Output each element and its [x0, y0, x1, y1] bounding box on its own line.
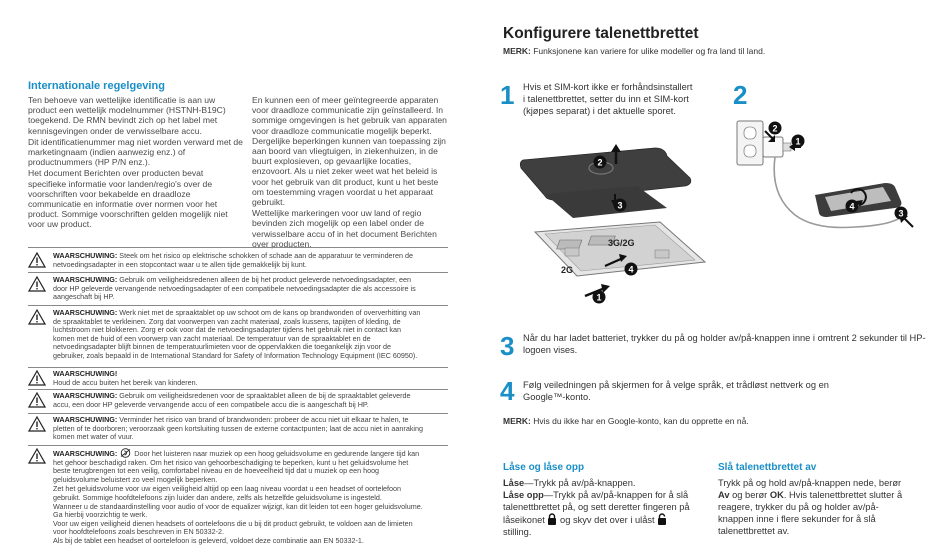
note-text: Funksjonene kan variere for ulike modeller og fra land til land. [530, 46, 766, 56]
page-title: Konfigurere talenettbrettet [503, 25, 699, 42]
note-text: Hvis du ikke har en Google-konto, kan du opprette en nå. [530, 416, 749, 426]
warning-label: WAARSCHUWING: [53, 251, 118, 260]
callout-number: 2 [597, 157, 603, 168]
lock-line [503, 477, 698, 489]
step-number-1: 1 [500, 80, 515, 110]
hearing-warning-icon [119, 448, 132, 458]
power-off-text: . Hvis talenettbrettet slutter å reagere, trykker du på og holder av/på-knappen inne i flere sekunder for å slå talenettbrettet av. [718, 490, 903, 536]
divider [28, 272, 448, 273]
warning-triangle-icon [28, 448, 46, 464]
warning-label: WAARSCHUWING: [53, 308, 118, 317]
warning-text: Steek om het risico op elektrische schokken of schade aan de apparatuur te verminderen de netvoedingsadapter in een stopcontact waar u te allen tijde gemakkelijk bij kunt. [53, 251, 413, 269]
regulatory-column-2 [252, 95, 452, 250]
unlocked-icon [657, 513, 667, 525]
note-features [503, 46, 765, 56]
warning-triangle-icon [28, 252, 46, 268]
lock-label: Låse [503, 478, 525, 488]
callout-number: 4 [849, 201, 855, 212]
paragraph: Als bij de tablet een headset of oortelefoon is geleverd, voldoet deze combinatie aan EN 50332-1. [53, 535, 364, 545]
power-off-instructions [718, 477, 903, 537]
section-title-regulatory: Internationale regelgeving [28, 80, 165, 92]
divider [28, 445, 448, 446]
warning-fire [28, 416, 423, 442]
divider [28, 305, 448, 306]
av-option: Av [718, 490, 730, 500]
hearing-details [53, 485, 423, 545]
callout-number: 1 [596, 292, 602, 303]
warning-triangle-icon [28, 309, 46, 325]
step-1-text: Hvis et SIM-kort ikke er forhåndsinstallert i talenettbrettet, setter du inn et SIM-kort (kjøpes separat) i det aktuelle sporet. [523, 82, 693, 116]
warning-adapter [28, 276, 423, 302]
warning-triangle-icon [28, 416, 46, 432]
divider [28, 367, 448, 368]
paragraph: Zet het geluidsvolume voor uw eigen veiligheid altijd op een laag niveau voordat u een headset of oortelefoon gebruikt. Sommige hoofdtelefoons zijn luider dan andere, zelfs als hetzelfde geluidsvolume is ingesteld. [53, 484, 402, 502]
step-number-3: 3 [500, 331, 515, 361]
paragraph: Wanneer u de standaardinstelling voor audio of voor de equalizer wijzigt, kan dit leiden tot een hoger geluidsvolume. Ga hierbij voorzichtig te werk. [53, 501, 423, 520]
warning-electric-shock [28, 252, 423, 269]
warning-children [28, 370, 423, 387]
paragraph: Het document Berichten over producten bevat specifieke informatie voor landen/regio's over de voorschriften voor bekabelde en draadloze communicatie en informatie over normen voor het product. Sommige voorschriften gelden mogelijk niet voor uw product. [28, 168, 228, 230]
charging-illustration [735, 115, 935, 235]
section-title-lock: Låse og låse opp [503, 462, 585, 473]
warning-triangle-icon [28, 276, 46, 292]
label-3g-2g: 3G/2G [608, 238, 635, 248]
note-label: MERK: [503, 46, 531, 56]
unlock-text: og skyv det over i ulåst [557, 515, 655, 525]
warning-label: WAARSCHUWING: [53, 275, 118, 284]
warning-text: Gebruik om veiligheidsredenen voor de spraaktablet alleen de bij de spraaktablet geleverde accu, een door HP geleverde vervangende accu of een compatibele accu die is aangeschaft bij HP. [53, 391, 411, 409]
step-number-4: 4 [500, 376, 515, 406]
warning-text: Houd de accu buiten het bereik van kinderen. [53, 377, 198, 387]
paragraph: En kunnen een of meer geïntegreerde apparaten voor draadloze communicatie zijn geïnstalleerd. In sommige omgevingen is het gebruik van apparaten voor draadloze communicatie mogelijk beperkt. Dergelijke beperkingen kunnen van toepassing zijn aan boord van vliegtuigen, in ziekenhuizen, in de buurt explosieven, op gevaarlijke locaties, enzovoort. Als u niet zeker weet wat het beleid is voor het gebruik van dit product, kunt u het beste om toestemming vragen voordat u het apparaat gebruikt. [252, 95, 447, 208]
note-google-account [503, 416, 749, 426]
warning-text: Door het luisteren naar muziek op een hoog geluidsvolume en gedurende langere tijd kan het gehoor beschadigd raken. Om het risico van gehoorbeschadiging te beperken, kunt u het geluidsvolume het beste terugbrengen tot een veilig, comfortabel niveau en de hoeveelheid tijd dat u muziek op een hoog geluidsvolume beluistert zo veel mogelijk beperken. [53, 449, 420, 484]
paragraph: Dit identificatienummer mag niet worden verward met de marketingnaam (indien aanwezig enz.) of productnummers (HP P/N enz.). [28, 136, 243, 168]
callout-number: 1 [795, 136, 801, 147]
warning-heat [28, 309, 423, 361]
callout-number: 2 [772, 123, 778, 134]
ok-option: OK [769, 490, 784, 500]
warning-label: WAARSCHUWING: [53, 391, 118, 400]
warning-label: WAARSCHUWING: [53, 449, 118, 458]
paragraph: Wettelijke markeringen voor uw land of regio bevinden zich mogelijk op een label onder de verwisselbare accu of in het document Berichten over producten. [252, 208, 437, 249]
unlock-line [503, 489, 698, 538]
warning-label: WAARSCHUWING! [53, 369, 118, 378]
paragraph: Voor uw eigen veiligheid dienen headsets of oortelefoons die u bij dit product gebruikt, te voldoen aan de limieten voor hoofdtelefoons zoals beschreven in EN 50332-2. [53, 518, 413, 537]
divider [28, 389, 448, 390]
step-3-text: Når du har ladet batteriet, trykker du på og holder av/på-knappen inne i omtrent 2 sekunder til HP-logoen vises. [523, 333, 926, 355]
callout-number: 3 [898, 208, 904, 219]
regulatory-column-1 [28, 95, 243, 231]
step-number-2: 2 [733, 80, 748, 110]
divider [28, 247, 448, 248]
warning-battery [28, 392, 423, 409]
label-2g: 2G [561, 265, 574, 275]
power-off-text: Trykk på og hold av/på-knappen nede, berør [718, 478, 902, 488]
section-title-power-off: Slå talenettbrettet av [718, 462, 817, 473]
lock-icon [547, 513, 557, 525]
paragraph: Ten behoeve van wettelijke identificatie is aan uw product een wettelijk modelnummer (HSTNH-B19C) toegekend. De RMN bevindt zich op het label met kennisgevingen onder de verwisselbare accu. [28, 95, 226, 136]
callout-number: 4 [628, 264, 634, 275]
callout-number: 3 [617, 200, 623, 211]
step-4-text: Følg veiledningen på skjermen for å velge språk, et trådløst nettverk og en Google™-konto. [523, 380, 829, 402]
warning-hearing [28, 448, 423, 546]
warning-triangle-icon [28, 370, 46, 386]
unlock-text: —Trykk på av/på-knappen for å slå talenettbrettet på, og sett deretter fingeren på låseikonet [503, 490, 690, 525]
note-label: MERK: [503, 416, 531, 426]
lock-instructions [503, 477, 698, 538]
unlock-label: Låse opp [503, 490, 544, 500]
power-off-text: og berør [729, 490, 770, 500]
warning-text: Verminder het risico van brand of brandwonden: probeer de accu niet uit elkaar te halen, te pletten of te doorboren; veroorzaak geen kortsluiting tussen de externe contactpunten; laat de accu niet in aanraking komen met water of vuur. [53, 415, 423, 442]
warning-text: Gebruik om veiligheidsredenen alleen de bij het product geleverde netvoedingsadapter, een door HP geleverde vervangende netvoedingsadapter of een compatibele netvoedingsadapter die als accessoire is aangeschaft bij HP. [53, 275, 416, 302]
unlock-text: stilling. [503, 527, 532, 537]
warning-label: WAARSCHUWING: [53, 415, 118, 424]
divider [28, 413, 448, 414]
warning-triangle-icon [28, 392, 46, 408]
lock-text: —Trykk på av/på-knappen. [524, 478, 636, 488]
sim-insertion-illustration [515, 138, 730, 308]
warning-text: Werk niet met de spraaktablet op uw schoot om de kans op brandwonden of oververhitting van de spraaktablet te verkleinen. Zorg dat voorwerpen van zacht materiaal, zoals kussens, tapijten of kleding, de luchtstroom niet blokkeren. Zorg er ook voor dat de netvoedingsadapter tijdens het gebruik niet in contact kan komen met de huid of een voorwerp van zacht materiaal. De temperatuur van de spraaktablet en de netvoedingsadapter blijft binnen de temperatuurlimieten voor de oppervlakken die toegankelijk zijn voor de gebruiker, zoals bepaald in de International Standard for Safety of Information Technology Equipment (IEC 60950). [53, 308, 421, 360]
